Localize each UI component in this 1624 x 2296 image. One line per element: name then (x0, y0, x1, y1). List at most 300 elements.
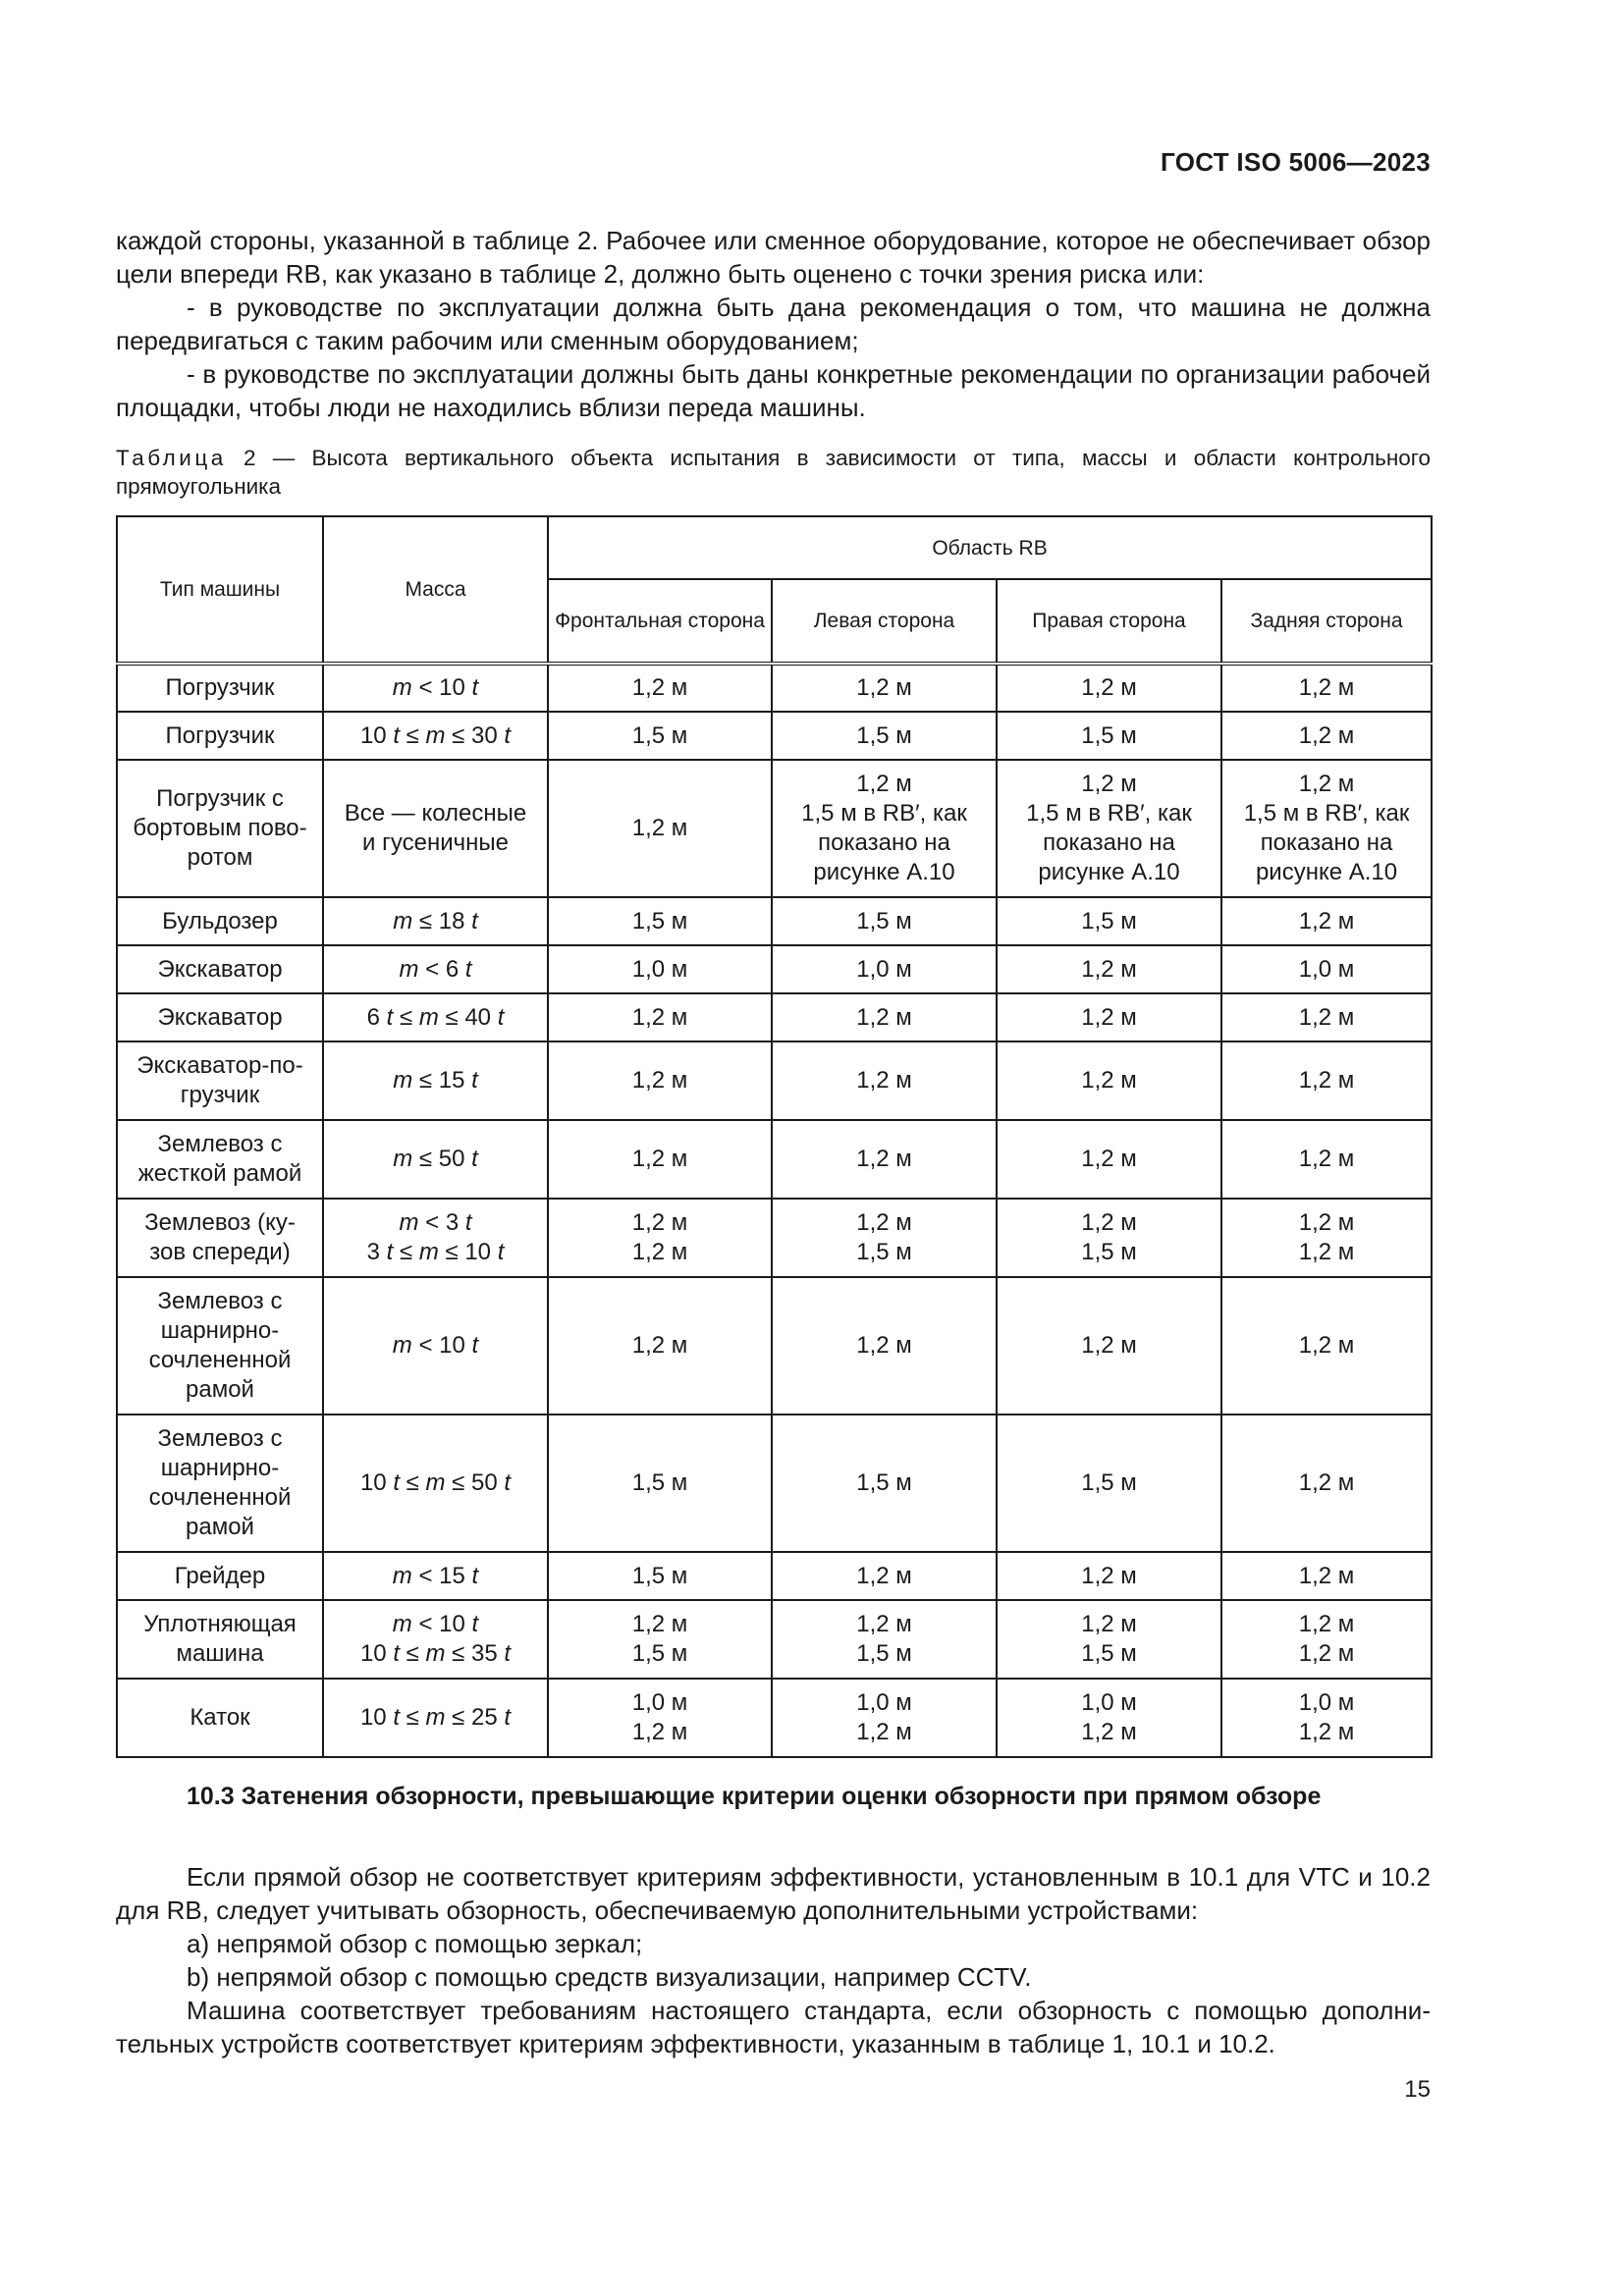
cell-mass (323, 1600, 548, 1679)
mass-part: ≤ 50 (412, 1146, 472, 1172)
cell-line: рамой (186, 1376, 254, 1403)
cell-line: Землевоз (ку- (144, 1209, 296, 1236)
cell-line: 1,2 м (631, 1003, 688, 1031)
cell-front-side (548, 664, 772, 712)
mass-line (330, 1562, 541, 1591)
mass-part: t (471, 1332, 479, 1359)
cell-machine-type (117, 1120, 323, 1199)
header-rear-side: Задняя сторона (1221, 579, 1432, 664)
cell-line: 1,5 м (631, 907, 688, 934)
mass-part: 10 (359, 721, 394, 749)
cell-line: Погрузчик (165, 721, 275, 749)
cell-line: 1,5 м в RB′, как (1026, 800, 1192, 827)
table-row (117, 993, 1432, 1041)
cell-rear-side (1221, 1552, 1432, 1600)
cell-line: 1,2 м (631, 1146, 688, 1172)
cell-rear-side (1221, 1600, 1432, 1679)
cell-front-side (548, 1552, 772, 1600)
mass-part: m (418, 1003, 439, 1031)
cell-line: 1,2 м (1298, 1067, 1355, 1094)
cell-line: показано на (1260, 829, 1393, 856)
cell-line: 1,2 м (1298, 771, 1355, 797)
table-row (117, 664, 1432, 712)
cell-line: 1,2 м (631, 1067, 688, 1094)
mass-part: m (392, 1562, 412, 1589)
cell-right-side (997, 945, 1221, 993)
mass-part: ≤ (399, 1640, 426, 1667)
page-number: 15 (1404, 2076, 1431, 2103)
cell-left-side (772, 1199, 997, 1277)
cell-rear-side (1221, 1041, 1432, 1120)
cell-line: 1,0 м (1298, 955, 1355, 983)
cell-line: Землевоз с (157, 1131, 283, 1157)
cell-line: 1,0 м (1081, 1689, 1137, 1716)
cell-front-side (548, 1600, 772, 1679)
cell-right-side (997, 1199, 1221, 1277)
cell-line: 1,2 м (856, 771, 912, 797)
cell-mass (323, 1120, 548, 1199)
cell-line: Все — колесные (344, 800, 527, 827)
cell-line: 1,2 м (1081, 1003, 1137, 1031)
cell-line: 1,2 м (856, 674, 912, 701)
cell-rear-side (1221, 1199, 1432, 1277)
cell-machine-type (117, 712, 323, 760)
cell-line: 1,5 м (856, 721, 912, 749)
cell-line: 1,5 м (1081, 721, 1137, 749)
header-rb-area: Область RB (548, 516, 1432, 579)
cell-machine-type (117, 1600, 323, 1679)
cell-right-side (997, 1679, 1221, 1757)
rb-height-table (116, 515, 1433, 1758)
cell-line: шарнирно- (160, 1455, 280, 1481)
cell-rear-side (1221, 1679, 1432, 1757)
mass-part: 10 (359, 1704, 394, 1731)
cell-machine-type (117, 945, 323, 993)
cell-machine-type (117, 760, 323, 897)
cell-mass (323, 1041, 548, 1120)
cell-left-side (772, 760, 997, 897)
cell-right-side (997, 1415, 1221, 1552)
cell-right-side (997, 760, 1221, 897)
mass-part: < 10 (411, 674, 472, 701)
header-mass: Масса (323, 516, 548, 664)
mass-part: ≤ (399, 1704, 426, 1731)
cell-mass (323, 1199, 548, 1277)
mass-line (330, 907, 541, 936)
header-machine-type: Тип машины (117, 516, 323, 664)
cell-line: 1,2 м (631, 1719, 688, 1745)
cell-line: Землевоз с (157, 1288, 283, 1314)
cell-front-side (548, 1277, 772, 1415)
cell-line: шарнирно- (160, 1317, 280, 1344)
cell-left-side (772, 664, 997, 712)
mass-part: t (471, 1562, 479, 1589)
cell-mass (323, 1679, 548, 1757)
list-item-b: b) непрямой обзор с помощью средств визуализации, например CCTV. (187, 1962, 1032, 1992)
cell-front-side (548, 1415, 772, 1552)
mass-line (330, 1703, 541, 1733)
cell-line: 1,2 м (1298, 721, 1355, 749)
cell-line: рисунке А.10 (1255, 859, 1398, 885)
cell-machine-type (117, 1552, 323, 1600)
cell-line: 1,2 м (1081, 771, 1137, 797)
cell-line: 1,5 м (631, 1640, 688, 1667)
mass-part: < 3 (418, 1209, 465, 1236)
cell-machine-type (117, 1277, 323, 1415)
section-title: 10.3 Затенения обзорности, превышающие критерии оценки обзорности при прямом обзоре (187, 1783, 1322, 1810)
cell-line: 1,2 м (1081, 1146, 1137, 1172)
table-row (117, 1600, 1432, 1679)
mass-line (330, 1066, 541, 1095)
cell-right-side (997, 1600, 1221, 1679)
cell-line: 1,0 м (631, 955, 688, 983)
cell-rear-side (1221, 1120, 1432, 1199)
cell-line: Уплотняющая (143, 1611, 297, 1637)
table-row (117, 712, 1432, 760)
mass-part: m (393, 1146, 413, 1172)
cell-front-side (548, 1679, 772, 1757)
table-row (117, 760, 1432, 897)
cell-line: 1,2 м (631, 1239, 688, 1265)
cell-line: и гусеничные (362, 829, 509, 856)
cell-left-side (772, 712, 997, 760)
mass-part: t (393, 721, 400, 749)
cell-front-side (548, 1199, 772, 1277)
cell-rear-side (1221, 664, 1432, 712)
cell-line: 1,5 м (631, 721, 688, 749)
mass-line (330, 1610, 541, 1639)
mass-part: ≤ 30 (445, 721, 505, 749)
cell-line: 1,2 м (1298, 1640, 1355, 1667)
mass-part: t (386, 1003, 394, 1031)
mass-part: t (497, 1239, 505, 1265)
table-caption-label: Таблица (116, 446, 227, 470)
mass-part: m (399, 955, 419, 983)
table-caption-text: 2 — Высота вертикального объекта испытания в зависимости от типа, массы и области контрольного прямоугольника (116, 446, 1431, 499)
cell-line: грузчик (180, 1082, 260, 1108)
cell-line: 1,2 м (1298, 1332, 1355, 1359)
cell-left-side (772, 1415, 997, 1552)
mass-line (330, 1331, 541, 1361)
cell-line: 1,2 м (1081, 955, 1137, 983)
mass-part: ≤ 18 (412, 907, 472, 934)
intro-paragraph: каждой стороны, указанной в таблице 2. Рабочее или сменное оборудование, которое не обеспечивает обзор цели впереди RB, как указано в таблице 2, должно быть оценено с точки зрения риска или: (116, 226, 1431, 289)
header-left-side: Левая сторона (772, 579, 997, 664)
cell-line: жесткой рамой (137, 1160, 302, 1187)
cell-rear-side (1221, 760, 1432, 897)
cell-mass (323, 1277, 548, 1415)
cell-line: 1,2 м (1298, 1611, 1355, 1637)
mass-line (330, 673, 541, 703)
mass-part: ≤ 10 (438, 1239, 498, 1265)
mass-line (330, 955, 541, 985)
mass-part: ≤ (393, 1003, 419, 1031)
cell-line: 1,0 м (1298, 1689, 1355, 1716)
cell-rear-side (1221, 993, 1432, 1041)
mass-part: t (471, 1146, 478, 1172)
cell-line: Экскаватор (157, 955, 283, 983)
cell-mass (323, 760, 548, 897)
cell-line: Землевоз с (157, 1425, 283, 1452)
cell-front-side (548, 1041, 772, 1120)
section-text (116, 1860, 1431, 2060)
cell-line: 1,2 м (631, 1209, 688, 1236)
mass-part: ≤ (399, 721, 426, 749)
cell-left-side (772, 1041, 997, 1120)
cell-line: 1,5 м (1081, 1469, 1137, 1496)
cell-line: 1,5 м (631, 1562, 688, 1589)
cell-right-side (997, 664, 1221, 712)
cell-line: 1,2 м (856, 1332, 912, 1359)
table-row (117, 1199, 1432, 1277)
cell-line: 1,5 м (856, 1239, 912, 1265)
mass-part: 10 (359, 1640, 394, 1667)
cell-line: 1,0 м (856, 955, 912, 983)
cell-left-side (772, 1679, 997, 1757)
table-row (117, 1041, 1432, 1120)
header-front-side: Фронтальная сторона (548, 579, 772, 664)
cell-line: Каток (189, 1704, 250, 1731)
table-row (117, 897, 1432, 945)
cell-line: 1,5 м (1081, 907, 1137, 934)
cell-machine-type (117, 993, 323, 1041)
mass-part: t (504, 721, 512, 749)
mass-line (330, 1003, 541, 1033)
cell-machine-type (117, 1679, 323, 1757)
cell-line: 1,2 м (856, 1146, 912, 1172)
cell-left-side (772, 993, 997, 1041)
cell-line: 1,5 м в RB′, как (1243, 800, 1410, 827)
mass-part: m (392, 674, 412, 701)
cell-line: рамой (186, 1514, 254, 1540)
mass-part: t (504, 1469, 512, 1496)
section-paragraph-2: Машина соответствует требованиям настоящего стандарта, если обзорность с помощью дополнительных устройств соответствует критериям эффективности, указанным в таблице 1, 10.1 и 10.2. (116, 1996, 1431, 2058)
cell-line: 1,2 м (631, 815, 688, 841)
cell-left-side (772, 1277, 997, 1415)
mass-part: t (471, 1067, 478, 1094)
cell-line: показано на (818, 829, 950, 856)
cell-line: 1,2 м (1298, 1562, 1355, 1589)
mass-part: t (393, 1640, 400, 1667)
cell-line: зов спереди) (149, 1239, 291, 1265)
mass-line (330, 1238, 541, 1267)
cell-front-side (548, 1120, 772, 1199)
table-row (117, 1552, 1432, 1600)
mass-line (330, 1145, 541, 1174)
cell-line: рисунке А.10 (1038, 859, 1180, 885)
cell-mass (323, 664, 548, 712)
intro-text (116, 224, 1431, 424)
cell-line: показано на (1043, 829, 1175, 856)
mass-line (330, 721, 541, 751)
cell-front-side (548, 712, 772, 760)
cell-left-side (772, 945, 997, 993)
cell-line: 1,2 м (1081, 1209, 1137, 1236)
cell-right-side (997, 712, 1221, 760)
mass-part: ≤ 40 (438, 1003, 498, 1031)
cell-line: 1,2 м (856, 1719, 912, 1745)
mass-part: m (393, 907, 413, 934)
mass-part: m (392, 1332, 412, 1359)
table-row (117, 1120, 1432, 1199)
cell-right-side (997, 1277, 1221, 1415)
cell-mass (323, 1415, 548, 1552)
mass-part: m (399, 1209, 419, 1236)
mass-part: t (471, 674, 479, 701)
list-item-a: a) непрямой обзор с помощью зеркал; (187, 1929, 643, 1958)
cell-line: 1,5 м (631, 1469, 688, 1496)
cell-line: 1,2 м (1298, 1239, 1355, 1265)
intro-bullet-1: - в руководстве по эксплуатации должна быть дана рекомендация о том, что машина не должна передвигаться с таким рабочим или сменным оборудованием; (116, 293, 1431, 355)
cell-mass (323, 945, 548, 993)
cell-line: 1,5 м (1081, 1640, 1137, 1667)
cell-line: 1,2 м (1081, 1067, 1137, 1094)
cell-line: 1,2 м (856, 1067, 912, 1094)
mass-part: t (497, 1003, 505, 1031)
cell-rear-side (1221, 1415, 1432, 1552)
cell-line: 1,2 м (1081, 1611, 1137, 1637)
cell-line: 1,2 м (856, 1611, 912, 1637)
mass-part: m (425, 1704, 446, 1731)
mass-part: ≤ (393, 1239, 419, 1265)
mass-part: t (393, 1469, 400, 1496)
mass-part: t (471, 907, 478, 934)
mass-part: t (386, 1239, 394, 1265)
cell-mass (323, 993, 548, 1041)
cell-machine-type (117, 1041, 323, 1120)
table-row (117, 1679, 1432, 1757)
cell-machine-type (117, 897, 323, 945)
mass-part: ≤ 15 (412, 1067, 472, 1094)
cell-line: Грейдер (174, 1562, 266, 1589)
cell-line: рисунке А.10 (813, 859, 955, 885)
mass-part: m (418, 1239, 439, 1265)
cell-line: 1,2 м (1298, 1209, 1355, 1236)
cell-front-side (548, 897, 772, 945)
mass-part: m (425, 1640, 446, 1667)
cell-rear-side (1221, 897, 1432, 945)
cell-line: 1,2 м (856, 1209, 912, 1236)
cell-right-side (997, 1120, 1221, 1199)
cell-line: 1,2 м (1081, 1562, 1137, 1589)
cell-line: 1,2 м (856, 1003, 912, 1031)
mass-part: m (393, 1067, 413, 1094)
cell-machine-type (117, 664, 323, 712)
cell-left-side (772, 897, 997, 945)
cell-line: сочлененной (148, 1347, 292, 1373)
cell-line: 1,2 м (631, 1611, 688, 1637)
mass-part: 6 (366, 1003, 387, 1031)
mass-part: < 6 (418, 955, 465, 983)
cell-line: 1,2 м (1081, 1719, 1137, 1745)
mass-part: < 10 (411, 1332, 472, 1359)
cell-line: 1,2 м (1298, 907, 1355, 934)
cell-mass (323, 1552, 548, 1600)
mass-line (330, 1639, 541, 1669)
cell-left-side (772, 1552, 997, 1600)
cell-rear-side (1221, 1277, 1432, 1415)
cell-left-side (772, 1120, 997, 1199)
cell-line: Бульдозер (162, 907, 278, 934)
mass-part: t (471, 1611, 479, 1637)
table-row (117, 1415, 1432, 1552)
mass-part: m (392, 1611, 412, 1637)
mass-part: < 15 (411, 1562, 472, 1589)
cell-line: 1,0 м (631, 1689, 688, 1716)
cell-front-side (548, 993, 772, 1041)
document-code: ГОСТ ISO 5006—2023 (1161, 147, 1431, 177)
mass-line (330, 1208, 541, 1238)
cell-line: 1,2 м (1298, 674, 1355, 701)
mass-line (330, 1468, 541, 1498)
cell-line: 1,2 м (1081, 1332, 1137, 1359)
mass-part: t (464, 1209, 472, 1236)
cell-machine-type (117, 1199, 323, 1277)
cell-front-side (548, 945, 772, 993)
mass-part: ≤ 50 (445, 1469, 505, 1496)
cell-line: 1,2 м (1298, 1146, 1355, 1172)
cell-line: 1,5 м (856, 1469, 912, 1496)
cell-line: 1,5 м (856, 907, 912, 934)
cell-line: 1,2 м (1298, 1719, 1355, 1745)
mass-part: t (393, 1704, 400, 1731)
cell-line: машина (176, 1640, 264, 1667)
mass-part: 3 (366, 1239, 387, 1265)
cell-front-side (548, 760, 772, 897)
cell-line: 1,2 м (856, 1562, 912, 1589)
cell-line: сочлененной (148, 1484, 292, 1511)
cell-line: 1,2 м (1298, 1003, 1355, 1031)
intro-bullet-2: - в руководстве по эксплуатации должны быть даны конкретные рекомендации по организации рабочей площадки, чтобы люди не находились вблизи переда машины. (116, 359, 1431, 422)
cell-left-side (772, 1600, 997, 1679)
cell-line: 1,2 м (1081, 674, 1137, 701)
cell-line: 1,5 м в RB′, как (801, 800, 967, 827)
cell-line: Погрузчик с (156, 785, 284, 812)
mass-part: t (464, 955, 472, 983)
mass-part: ≤ 35 (445, 1640, 505, 1667)
mass-part: < 10 (411, 1611, 472, 1637)
cell-line: 1,5 м (1081, 1239, 1137, 1265)
mass-part: t (504, 1640, 512, 1667)
header-right-side: Правая сторона (997, 579, 1221, 664)
section-paragraph-1: Если прямой обзор не соответствует критериям эффективности, установленным в 10.1 для VTC и 10.2 для RB, следует учитывать обзорность, обеспечиваемую дополнительными устройствами: (116, 1862, 1431, 1925)
cell-line: 1,5 м (856, 1640, 912, 1667)
table-row (117, 1277, 1432, 1415)
cell-mass (323, 897, 548, 945)
cell-right-side (997, 1552, 1221, 1600)
cell-mass (323, 712, 548, 760)
cell-line: Экскаватор-по- (136, 1052, 303, 1079)
cell-line: ротом (187, 844, 253, 871)
mass-part: ≤ 25 (445, 1704, 505, 1731)
mass-part: m (425, 1469, 446, 1496)
mass-part: m (425, 721, 446, 749)
cell-right-side (997, 897, 1221, 945)
cell-line: 1,2 м (1298, 1469, 1355, 1496)
table-row (117, 945, 1432, 993)
mass-part: t (504, 1704, 512, 1731)
mass-part: ≤ (399, 1469, 426, 1496)
cell-rear-side (1221, 945, 1432, 993)
cell-right-side (997, 993, 1221, 1041)
cell-line: 1,2 м (631, 1332, 688, 1359)
cell-rear-side (1221, 712, 1432, 760)
table-caption (116, 444, 1431, 501)
cell-line: Экскаватор (157, 1003, 283, 1031)
cell-line: 1,2 м (631, 674, 688, 701)
cell-line: 1,0 м (856, 1689, 912, 1716)
cell-machine-type (117, 1415, 323, 1552)
